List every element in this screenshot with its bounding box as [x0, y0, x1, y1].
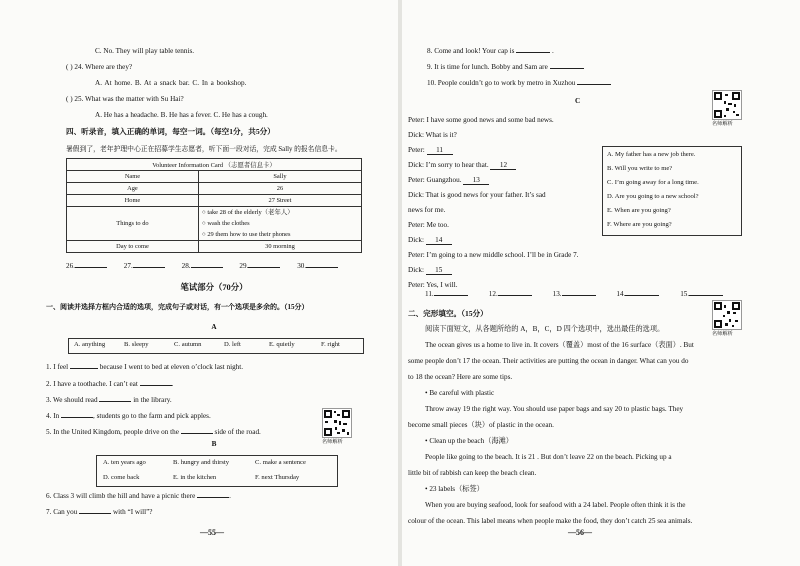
c-option-d: D. Are you going to a new school?	[607, 193, 699, 200]
passage-line-3: to 18 the ocean? Here are some tips.	[408, 373, 513, 381]
a-blank-2[interactable]	[140, 385, 172, 386]
a-question-2: 2. I have a toothache. I can’t eat .	[46, 380, 174, 388]
reading-section-title: 一、阅读并选择方框内合适的选项，完成句子或对话，有一个选项是多余的。（15分）	[46, 303, 309, 311]
b-question-9: 9. It is time for lunch. Bobby and Sam are	[427, 63, 584, 72]
page-number-left: —55—	[200, 528, 224, 537]
blank-27[interactable]: 27.	[124, 262, 180, 271]
qr-caption-left: 名师解析	[322, 439, 343, 445]
card-title: Volunteer Information Card （志愿者信息卡）	[67, 159, 362, 171]
dialog-line-10: Peter: I’m going to a new middle school. I’ll be in Grade 7.	[408, 251, 579, 259]
card-value-age: 26	[198, 183, 361, 195]
b-blank-6[interactable]	[197, 497, 229, 498]
b-option-b: B. hungry and thirsty	[173, 459, 230, 466]
qr-code-icon-right-bottom	[712, 300, 742, 330]
passage-line-5: Throw away 19 the right way. You should use paper bags and say 20 to plastic bags. They	[425, 405, 684, 413]
dialog-blank-14[interactable]: 14	[426, 236, 452, 245]
a-blank-4[interactable]	[61, 417, 93, 418]
q25-question: ( ) 25. What was the matter with Su Hai?	[66, 95, 184, 103]
b-blank-9[interactable]	[550, 68, 584, 69]
group-a-options-box	[68, 338, 364, 354]
card-label-home: Home	[67, 195, 199, 207]
c-option-a: A. My father has a new job there.	[607, 151, 696, 158]
qr-caption-right-bottom: 名师解析	[712, 331, 733, 337]
a-question-3: 3. We should read in the library.	[46, 396, 172, 404]
b-question-10: 10. People couldn’t go to work by metro in Xuzhou	[427, 79, 611, 88]
dialog-line-6: Dick: That is good news for your father. It’s sad	[408, 191, 546, 199]
card-value-home: 27 Street	[198, 195, 361, 207]
blank-29[interactable]: 29.	[239, 262, 295, 271]
dialog-line-7: news for me.	[408, 206, 446, 214]
a-option-c: C. autumn	[174, 341, 202, 348]
q25-options: A. He has a headache. B. He has a fever. C. He has a cough.	[95, 111, 268, 119]
a-option-b: B. sleepy	[124, 341, 149, 348]
b-question-6: 6. Class 3 will climb the hill and have a picnic there .	[46, 492, 231, 500]
b-question-8: 8. Come and look! Your cap is .	[427, 47, 554, 55]
passage-line-11: When you are buying seafood, look for seafood with a 24 label. People often think it is the	[425, 501, 686, 509]
page-number-right: —56—	[568, 528, 592, 537]
b-option-c: C. make a sentence	[255, 459, 306, 466]
a-option-e: E. quietly	[269, 341, 295, 348]
a-option-f: F. right	[321, 341, 340, 348]
group-b-label: B	[211, 440, 217, 448]
listening-section-title: 四、听录音，填入正确的单词，每空一词。（每空1分，共5分）	[66, 127, 275, 136]
q24-question: ( ) 24. Where are they?	[66, 63, 133, 71]
b-blank-7[interactable]	[79, 513, 111, 514]
dialog-blank-11[interactable]: 11	[427, 146, 453, 155]
card-thing-3: ○ 29 them how to use their phones	[201, 231, 291, 238]
a-blank-5[interactable]	[181, 433, 213, 434]
card-label-age: Age	[67, 183, 199, 195]
dialog-line-9: Dick: 14	[408, 236, 452, 245]
a-option-d: D. left	[224, 341, 241, 348]
qr-caption-right-top: 名师解析	[712, 121, 733, 127]
listening-instruction: 暑假到了，老年护理中心正在招募学生志愿者，听下面一段对话，完成 Sally 的报名信息卡。	[66, 146, 342, 153]
card-thing-1: ○ take 28 of the elderly（老年人）	[201, 209, 294, 216]
dialog-line-2: Dick: What is it?	[408, 131, 457, 139]
card-thing-2: ○ wash the clothes	[201, 220, 250, 227]
dialog-line-11: Dick: 15	[408, 266, 452, 275]
c-option-b: B. Will you write to me?	[607, 165, 673, 172]
written-part-title: 笔试部分（70分）	[180, 283, 248, 292]
card-label-things: Things to do	[67, 207, 199, 241]
q24-options: A. At home. B. At a snack bar. C. In a bookshop.	[95, 79, 247, 87]
passage-line-4: • Be careful with plastic	[425, 389, 495, 397]
c-blank-12[interactable]: 12.	[489, 290, 551, 299]
passage-line-2: some people don’t 17 the ocean. Their activities are putting the ocean in danger. What can you do	[408, 357, 689, 365]
volunteer-info-card	[66, 158, 362, 253]
dialog-line-5: Peter: Guangzhou. 13	[408, 176, 489, 185]
passage-line-7: • Clean up the beach（海滩）	[425, 437, 513, 445]
a-blank-3[interactable]	[99, 401, 131, 402]
c-option-e: E. When are you going?	[607, 207, 671, 214]
dialog-line-3: Peter: 11	[408, 146, 453, 155]
a-question-5: 5. In the United Kingdom, people drive on the side of the road.	[46, 428, 261, 436]
a-blank-1[interactable]	[70, 368, 98, 369]
card-value-name: Sally	[198, 171, 361, 183]
group-b-options-box	[96, 455, 338, 487]
passage-line-9: little bit of rabbish can keep the beach clean.	[408, 469, 537, 477]
c-blank-15[interactable]: 15.	[680, 290, 740, 299]
dialog-blank-13[interactable]: 13	[463, 176, 489, 185]
passage-line-6: become small pieces（块）of plastic in the ocean.	[408, 421, 554, 429]
c-blank-13[interactable]: 13.	[553, 290, 615, 299]
dialog-line-8: Peter: Me too.	[408, 221, 449, 229]
listening-answer-blanks	[66, 262, 353, 271]
cloze-instruction: 阅读下面短文，从各题所给的 A，B，C，D 四个选项中，选出最佳的选项。	[425, 325, 665, 333]
b-blank-8[interactable]	[516, 52, 550, 53]
passage-line-1: The ocean gives us a home to live in. It covers（覆盖）most of the 16 surface（表面）. But	[425, 341, 694, 349]
qr-code-icon-right-top	[712, 90, 742, 120]
passage-line-8: People like going to the beach. It is 21 . But don’t leave 22 on the beach. Picking up a	[425, 453, 672, 461]
a-question-1: 1. I feel because I went to bed at eleven o’clock last night.	[46, 363, 244, 371]
dialog-line-1: Peter: I have some good news and some bad news.	[408, 116, 554, 124]
blank-28[interactable]: 28.	[182, 262, 238, 271]
b-option-a: A. ten years ago	[103, 459, 146, 466]
passage-line-10: • 23 labels（标签）	[425, 485, 484, 493]
card-value-day: 30 morning	[198, 241, 361, 253]
b-option-d: D. come back	[103, 474, 140, 481]
c-option-c: C. I’m going away for a long time.	[607, 179, 699, 186]
a-question-4: 4. In , students go to the farm and pick apples.	[46, 412, 211, 420]
b-blank-10[interactable]	[577, 84, 611, 85]
dialog-line-12: Peter: Yes, I will.	[408, 281, 458, 289]
cloze-section-title: 二、完形填空。（15分）	[408, 309, 488, 318]
group-c-label: C	[575, 97, 581, 105]
b-question-7: 7. Can you with “I will”?	[46, 508, 153, 516]
dialog-blank-12[interactable]: 12	[490, 161, 516, 170]
b-option-e: E. in the kitchen	[173, 474, 217, 481]
q23-option-c: C. No. They will play table tennis.	[95, 47, 195, 55]
blank-26[interactable]: 26.	[66, 262, 122, 271]
blank-30[interactable]: 30.	[297, 262, 353, 271]
a-option-a: A. anything	[74, 341, 106, 348]
card-label-day: Day to come	[67, 241, 199, 253]
qr-code-icon-left	[322, 408, 352, 438]
group-c-options-box	[602, 146, 742, 236]
group-a-label: A	[211, 323, 217, 331]
card-label-name: Name	[67, 171, 199, 183]
card-value-things	[198, 207, 361, 241]
c-blank-14[interactable]: 14.	[616, 290, 678, 299]
c-answer-blanks	[425, 290, 740, 299]
dialog-blank-15[interactable]: 15	[426, 266, 452, 275]
dialog-line-4: Dick: I’m sorry to hear that. 12	[408, 161, 516, 170]
passage-line-12: colour of the ocean. This label means when people make the food, they don’t catch 25 sea animals.	[408, 517, 693, 525]
c-blank-11[interactable]: 11.	[425, 290, 487, 299]
c-option-f: F. Where are you going?	[607, 221, 672, 228]
b-option-f: F. next Thursday	[255, 474, 300, 481]
